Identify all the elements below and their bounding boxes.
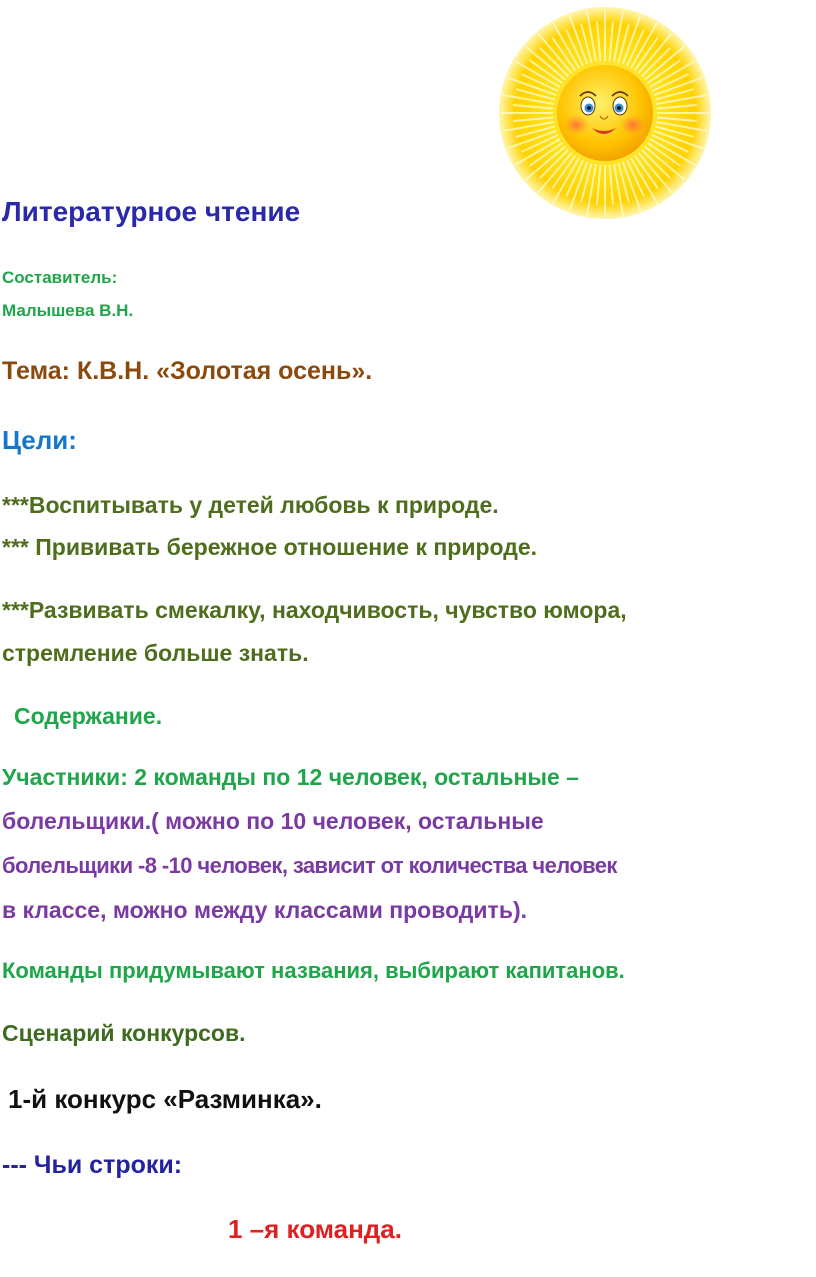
teams-text: Команды придумывают названия, выбирают капитанов. (2, 958, 625, 983)
author-label: Составитель: (2, 268, 118, 287)
goals-heading: Цели: (2, 425, 77, 455)
author-name: Малышева В.Н. (2, 301, 134, 320)
contest-heading: 1-й конкурс «Разминка». (8, 1084, 322, 1114)
goal-item: ***Воспитывать у детей любовь к природе. (2, 492, 499, 518)
scenario-heading: Сценарий конкурсов. (2, 1020, 246, 1046)
sun-icon (496, 4, 714, 222)
contents-heading: Содержание. (14, 703, 163, 729)
participants-text: болельщики -8 -10 человек, зависит от количества человек (2, 853, 617, 878)
whose-lines-heading: --- Чьи строки: (2, 1151, 183, 1179)
participants-text: болельщики.( можно по 10 человек, остальные (2, 808, 544, 834)
participants-text: Участники: 2 команды по 12 человек, остальные – (2, 764, 579, 790)
participants-text: в классе, можно между классами проводить). (2, 897, 528, 923)
goal-item: ***Развивать смекалку, находчивость, чувство юмора, (2, 597, 627, 623)
goal-item-continuation: стремление больше знать. (2, 640, 309, 666)
document-title: Литературное чтение (2, 196, 301, 227)
team-heading: 1 –я команда. (228, 1214, 402, 1244)
goal-item: *** Прививать бережное отношение к природе. (2, 534, 538, 560)
theme-line: Тема: К.В.Н. «Золотая осень». (2, 357, 373, 385)
